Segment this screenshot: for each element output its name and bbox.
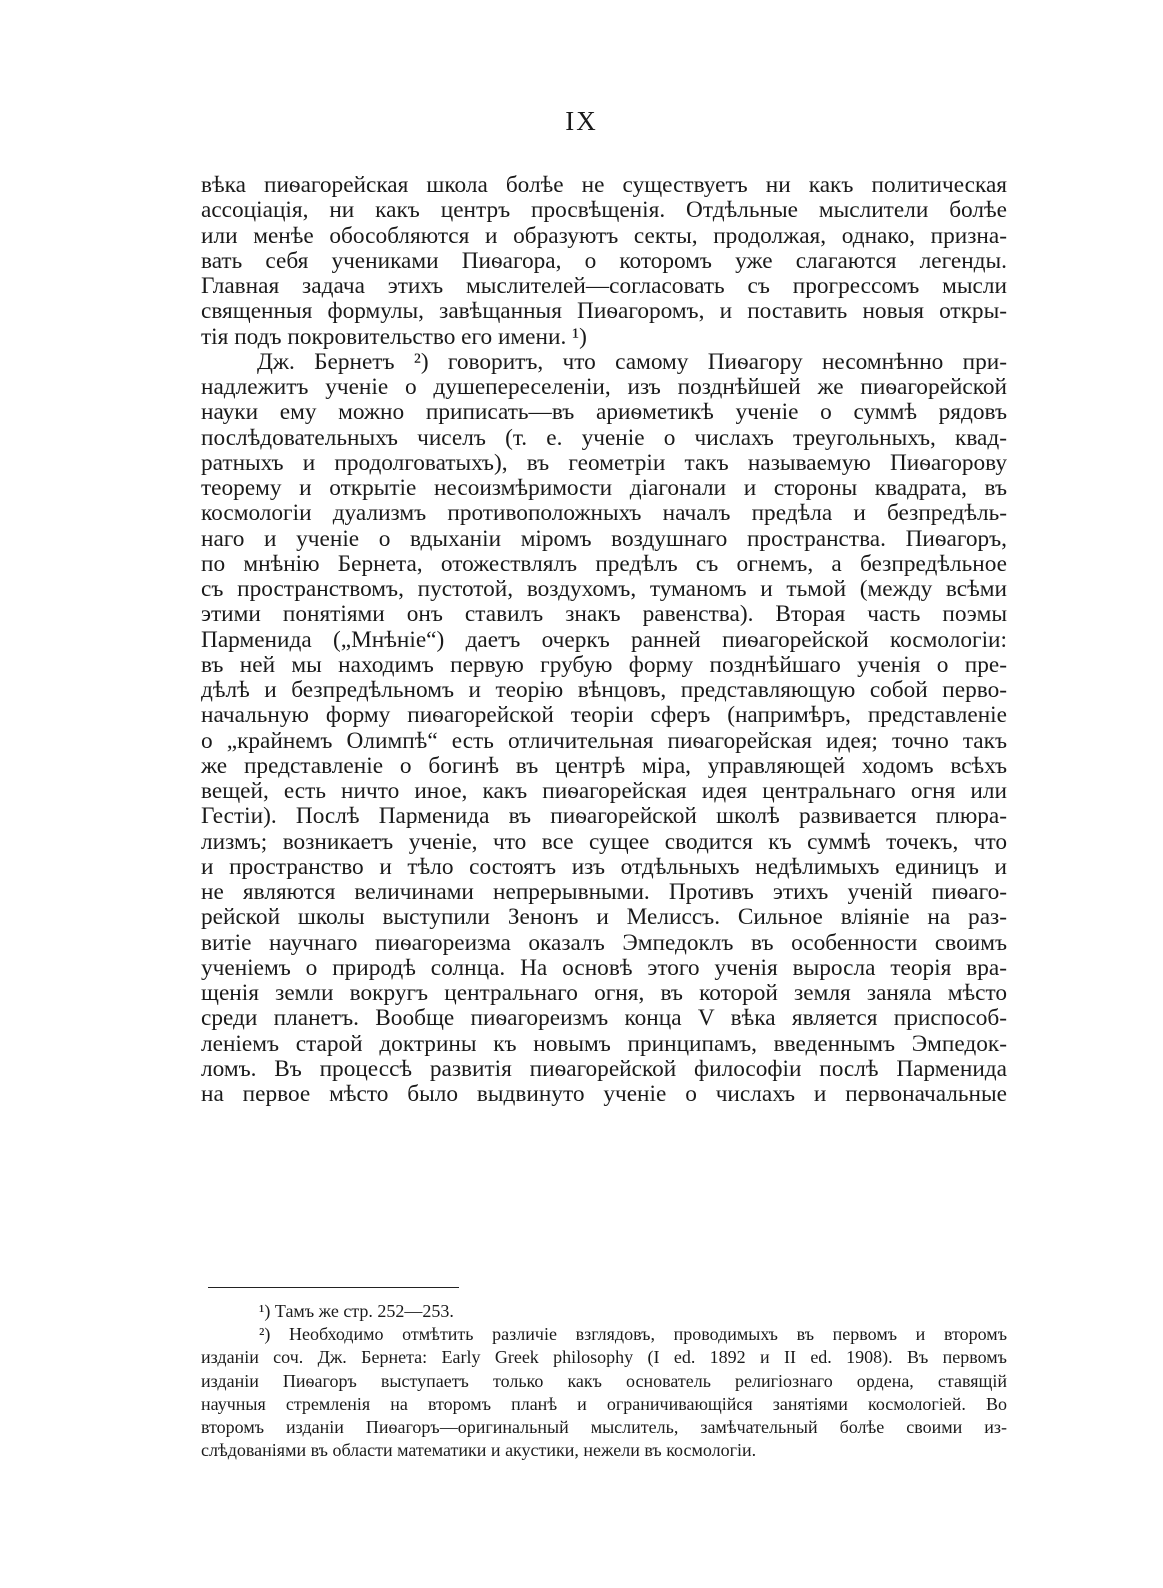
footnotes [201, 1300, 1007, 1462]
text-line: надлежитъ ученіе о душепереселеніи, изъ позднѣйшей же пиѳагорейской [201, 374, 1007, 400]
text-line: послѣдовательныхъ чиселъ (т. е. ученіе о числахъ треугольныхъ, квад- [201, 424, 1007, 451]
text-line: наго и ученіе о вдыханіи міромъ воздушнаго пространства. Пиѳагоръ, [201, 525, 1007, 552]
text-line: тія подъ покровительство его имени. ¹) [201, 323, 587, 350]
text-line: Дж. Бернетъ ²) говоритъ, что самому Пиѳагору несомнѣнно при- [257, 348, 1007, 375]
text-line: Гестіи). Послѣ Парменида въ пиѳагорейской школѣ развивается плюра- [201, 803, 1007, 830]
text-line: ассоціація, ни какъ центръ просвѣщенія. Отдѣльные мыслители болѣе [201, 197, 1007, 224]
text-line: этими понятіями онъ ставилъ знакъ равенства). Вторая часть поэмы [201, 601, 1007, 628]
text-line: леніемъ старой доктрины къ новымъ принципамъ, введеннымъ Эмпедок- [201, 1030, 1007, 1057]
text-line: среди планетъ. Вообще пиѳагореизмъ конца V вѣка является приспособ- [201, 1005, 1007, 1032]
text-line: на первое мѣсто было выдвинуто ученіе о числахъ и первоначальные [201, 1081, 1007, 1107]
text-line: вещей, есть ничто иное, какъ пиѳагорейская идея центральнаго огня или [201, 778, 1007, 804]
text-line: витіе научнаго пиѳагореизма оказалъ Эмпедоклъ въ особенности своимъ [201, 929, 1007, 956]
text-line: священныя формулы, завѣщанныя Пиѳагоромъ, и поставить новыя откры- [201, 298, 1007, 325]
text-line: же представленіе о богинѣ въ центрѣ міра, управляющей ходомъ всѣхъ [201, 752, 1007, 779]
text-line: космологіи дуализмъ противоположныхъ началъ предѣла и безпредѣль- [201, 500, 1007, 527]
text-line: вѣка пиѳагорейская школа болѣе не существуетъ ни какъ политическая [201, 172, 1007, 198]
text-line: науки ему можно приписать—въ ариѳметикѣ ученіе о суммѣ рядовъ [201, 399, 1007, 426]
text-line: щенія земли вокругъ центральнаго огня, въ которой земля заняла мѣсто [201, 980, 1007, 1006]
text-line: лизмъ; возникаетъ ученіе, что все сущее сводится къ суммѣ точекъ, что [201, 828, 1007, 855]
footnote-line: изданіи соч. Дж. Бернета: Early Greek philosophy (I ed. 1892 и II ed. 1908). Въ первомъ [201, 1347, 1007, 1368]
text-line: съ пространствомъ, пустотой, воздухомъ, туманомъ и тьмой (между всѣми [201, 576, 1007, 602]
text-line: Парменида („Мнѣніе“) даетъ очеркъ ранней пиѳагорейской космологіи: [201, 626, 1007, 653]
text-line: вать себя учениками Пиѳагора, о которомъ уже слагаются легенды. [201, 247, 1007, 274]
text-line: и пространство и тѣло состоятъ изъ отдѣльныхъ недѣлимыхъ единицъ и [201, 853, 1007, 880]
footnote-line: второмъ изданіи Пиѳагоръ—оригинальный мыслитель, замѣчательный болѣе своими из- [201, 1416, 1007, 1437]
footnote-line: изданіи Пиѳагоръ выступаетъ только какъ основатель религіознаго ордена, ставящій [201, 1370, 1007, 1391]
text-line: Главная задача этихъ мыслителей—согласовать съ прогрессомъ мысли [201, 273, 1007, 299]
text-line: въ ней мы находимъ первую грубую форму позднѣйшаго ученія о пре- [201, 651, 1007, 678]
text-line: ученіемъ о природѣ солнца. На основѣ этого ученія выросла теорія вра- [201, 954, 1007, 981]
text-line: о „крайнемъ Олимпѣ“ есть отличительная пиѳагорейская идея; точно такъ [201, 727, 1007, 754]
text-line: не являются величинами непрерывными. Противъ этихъ ученій пиѳаго- [201, 879, 1007, 905]
text-line: или менѣе обособляются и образуютъ секты, продолжая, однако, призна- [201, 222, 1007, 249]
text-line: рейской школы выступили Зенонъ и Мелиссъ. Сильное вліяніе на раз- [201, 904, 1007, 931]
text-line: начальную форму пиѳагорейской теоріи сферъ (напримѣръ, представленіе [201, 702, 1007, 729]
footnote-line: ¹) Тамъ же стр. 252—253. [259, 1301, 454, 1321]
text-line: теорему и открытіе несоизмѣримости діагонали и стороны квадрата, въ [201, 475, 1007, 501]
text-line: по мнѣнію Бернета, отожествлялъ предѣлъ съ огнемъ, а безпредѣльное [201, 550, 1007, 577]
main-text [201, 173, 1007, 1107]
text-line: ломъ. Въ процессѣ развитія пиѳагорейской философіи послѣ Парменида [201, 1055, 1007, 1082]
footnote-line: ²) Необходимо отмѣтить различіе взглядовъ, проводимыхъ въ первомъ и второмъ [259, 1324, 1007, 1345]
footnote-line: научныя стремленія на второмъ планѣ и ограничивающійся занятіями космологіей. Во [201, 1393, 1007, 1414]
page-number: IX [565, 106, 598, 136]
text-line: ратныхъ и продолговатыхъ), въ геометріи такъ называемую Пиѳагорову [201, 449, 1007, 476]
footnote-line: слѣдованіями въ области математики и акустики, нежели въ космологіи. [201, 1440, 757, 1461]
text-line: дѣлѣ и безпредѣльномъ и теорію вѣнцовъ, представляющую собой перво- [201, 677, 1007, 703]
footnote-divider [208, 1287, 459, 1288]
